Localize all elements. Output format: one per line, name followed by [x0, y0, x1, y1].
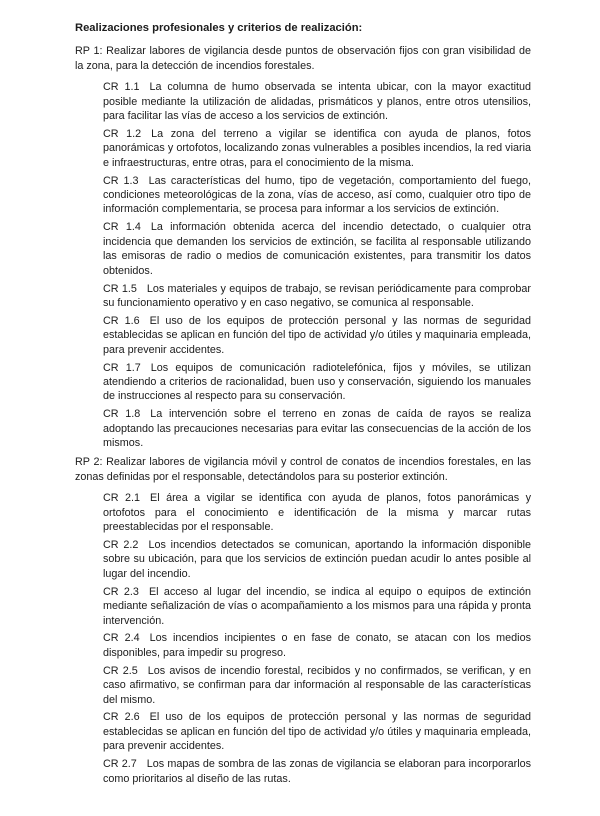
criterion-1-1-text: La columna de humo observada se intenta ubicar, con la mayor exactitud posible mediante la utilización de alidadas, prismáticos y planos, entre otros utensilios, para facilitar las vías de acceso a los servicios de extinción.	[103, 81, 531, 123]
criterion-2-4	[103, 631, 531, 660]
criterion-2-2-text: Los incendios detectados se comunican, aportando la información disponible sobre su ubicación, para que los servicios de extinción puedan acudir lo antes posible al lugar del incendio.	[103, 539, 531, 580]
criterion-1-6-code: CR 1.6	[103, 314, 140, 327]
criterion-1-5-text: Los materiales y equipos de trabajo, se revisan periódicamente para comprobar su funcionamiento operativo y en caso negativo, se comunica al responsable.	[103, 282, 531, 309]
criterion-2-5-code: CR 2.5	[103, 664, 138, 677]
criterion-2-3-text: El acceso al lugar del incendio, se indica al equipo o equipos de extinción mediante señalización de vías o acompañamiento a los mismos para una rápida y pronta intervención.	[103, 585, 531, 627]
criterion-2-3-code: CR 2.3	[103, 585, 139, 598]
criterion-1-2-text: La zona del terreno a vigilar se identifica con ayuda de planos, fotos panorámicas y ortofotos, localizando zonas vulnerables a posibles incendios, la red viaria e infraestructuras, entre otras, para el conocimiento de la misma.	[103, 127, 531, 169]
criterion-1-2-code: CR 1.2	[103, 127, 142, 140]
criterion-1-3-code: CR 1.3	[103, 174, 139, 187]
criterion-1-4	[103, 220, 531, 278]
document-title: Realizaciones profesionales y criterios de realización:	[75, 22, 363, 34]
criterion-2-6-code: CR 2.6	[103, 711, 140, 724]
criterion-1-1-code: CR 1.1	[103, 81, 140, 94]
criterion-1-1	[103, 80, 531, 123]
criterion-1-8-text: La intervención sobre el terreno en zonas de caída de rayos se realiza adoptando las precauciones necesarias para evitar las consecuencias de la acción de los mismos.	[103, 408, 531, 450]
rp1-intro: RP 1: Realizar labores de vigilancia desde puntos de observación fijos con gran visibilidad de la zona, para la detección de incendios forestales.	[75, 45, 531, 72]
criterion-1-2	[103, 127, 531, 170]
criterion-2-6	[103, 710, 531, 753]
criterion-2-1	[103, 491, 531, 534]
criterion-1-7-code: CR 1.7	[103, 361, 141, 374]
criterion-2-7-text: Los mapas de sombra de las zonas de vigilancia se elaboran para incorporarlos como prioritarios al diseño de las rutas.	[103, 758, 531, 785]
criterion-2-4-code: CR 2.4	[103, 632, 140, 645]
criterion-2-7-code: CR 2.7	[103, 758, 137, 771]
criterion-1-3-text: Las características del humo, tipo de vegetación, comportamiento del fuego, condiciones meteorológicas de la zona, vías de acceso, así como, cualquier otro tipo de información complementaria, se procesa para informar a los servicios de extinción.	[103, 174, 531, 216]
criterion-1-3	[103, 174, 531, 217]
criterion-1-6-text: El uso de los equipos de protección personal y las normas de seguridad establecidas se aplican en función del tipo de actividad y/o útiles y maquinaria empleada, para prevenir accidentes.	[103, 314, 531, 356]
criterion-1-4-text: La información obtenida acerca del incendio detectado, o cualquier otra incidencia que demanden los servicios de extinción, se facilita al responsable utilizando las emisoras de radio o medios de comunicación existentes, para transmitir los datos obtenidos.	[103, 221, 531, 277]
criterion-1-8	[103, 407, 531, 450]
criterion-2-4-text: Los incendios incipientes o en fase de conato, se atacan con los medios disponibles, para impedir su progreso.	[103, 632, 531, 659]
criterion-1-5	[103, 282, 531, 311]
criterion-2-2-code: CR 2.2	[103, 539, 139, 551]
criterion-2-3	[103, 585, 531, 628]
criterion-1-5-code: CR 1.5	[103, 282, 137, 295]
criterion-1-7	[103, 361, 531, 404]
criterion-2-1-text: El área a vigilar se identifica con ayuda de planos, fotos panorámicas y ortofotos para el conocimiento e identificación de la misma y marcar rutas preestablecidas por el responsable.	[103, 492, 531, 534]
criterion-2-5	[103, 664, 531, 707]
criterion-2-6-text: El uso de los equipos de protección personal y las normas de seguridad establecidas se aplican en función del tipo de actividad y/o útiles y maquinaria empleada, para prevenir accidentes.	[103, 711, 531, 753]
section-rp2	[75, 455, 531, 786]
criterion-1-4-code: CR 1.4	[103, 221, 141, 234]
criterion-1-6	[103, 314, 531, 357]
criterion-2-2	[103, 538, 531, 581]
section-rp1	[75, 44, 531, 450]
criterion-1-7-text: Los equipos de comunicación radiotelefónica, fijos y móviles, se utilizan atendiendo a criterios de racionalidad, buen uso y conservación, siguiendo los manuales de instrucciones al respecto para su conservación.	[103, 361, 531, 403]
rp2-intro: RP 2: Realizar labores de vigilancia móvil y control de conatos de incendios forestales, en las zonas definidas por el responsable, detectándolos para su posterior extinción.	[75, 456, 531, 483]
criterion-1-8-code: CR 1.8	[103, 408, 141, 421]
criterion-2-7	[103, 757, 531, 786]
criterion-2-1-code: CR 2.1	[103, 492, 141, 505]
criterion-2-5-text: Los avisos de incendio forestal, recibidos y no confirmados, se verifican, y en caso afirmativo, se confirman para dar información al responsable de las características del mismo.	[103, 664, 531, 706]
